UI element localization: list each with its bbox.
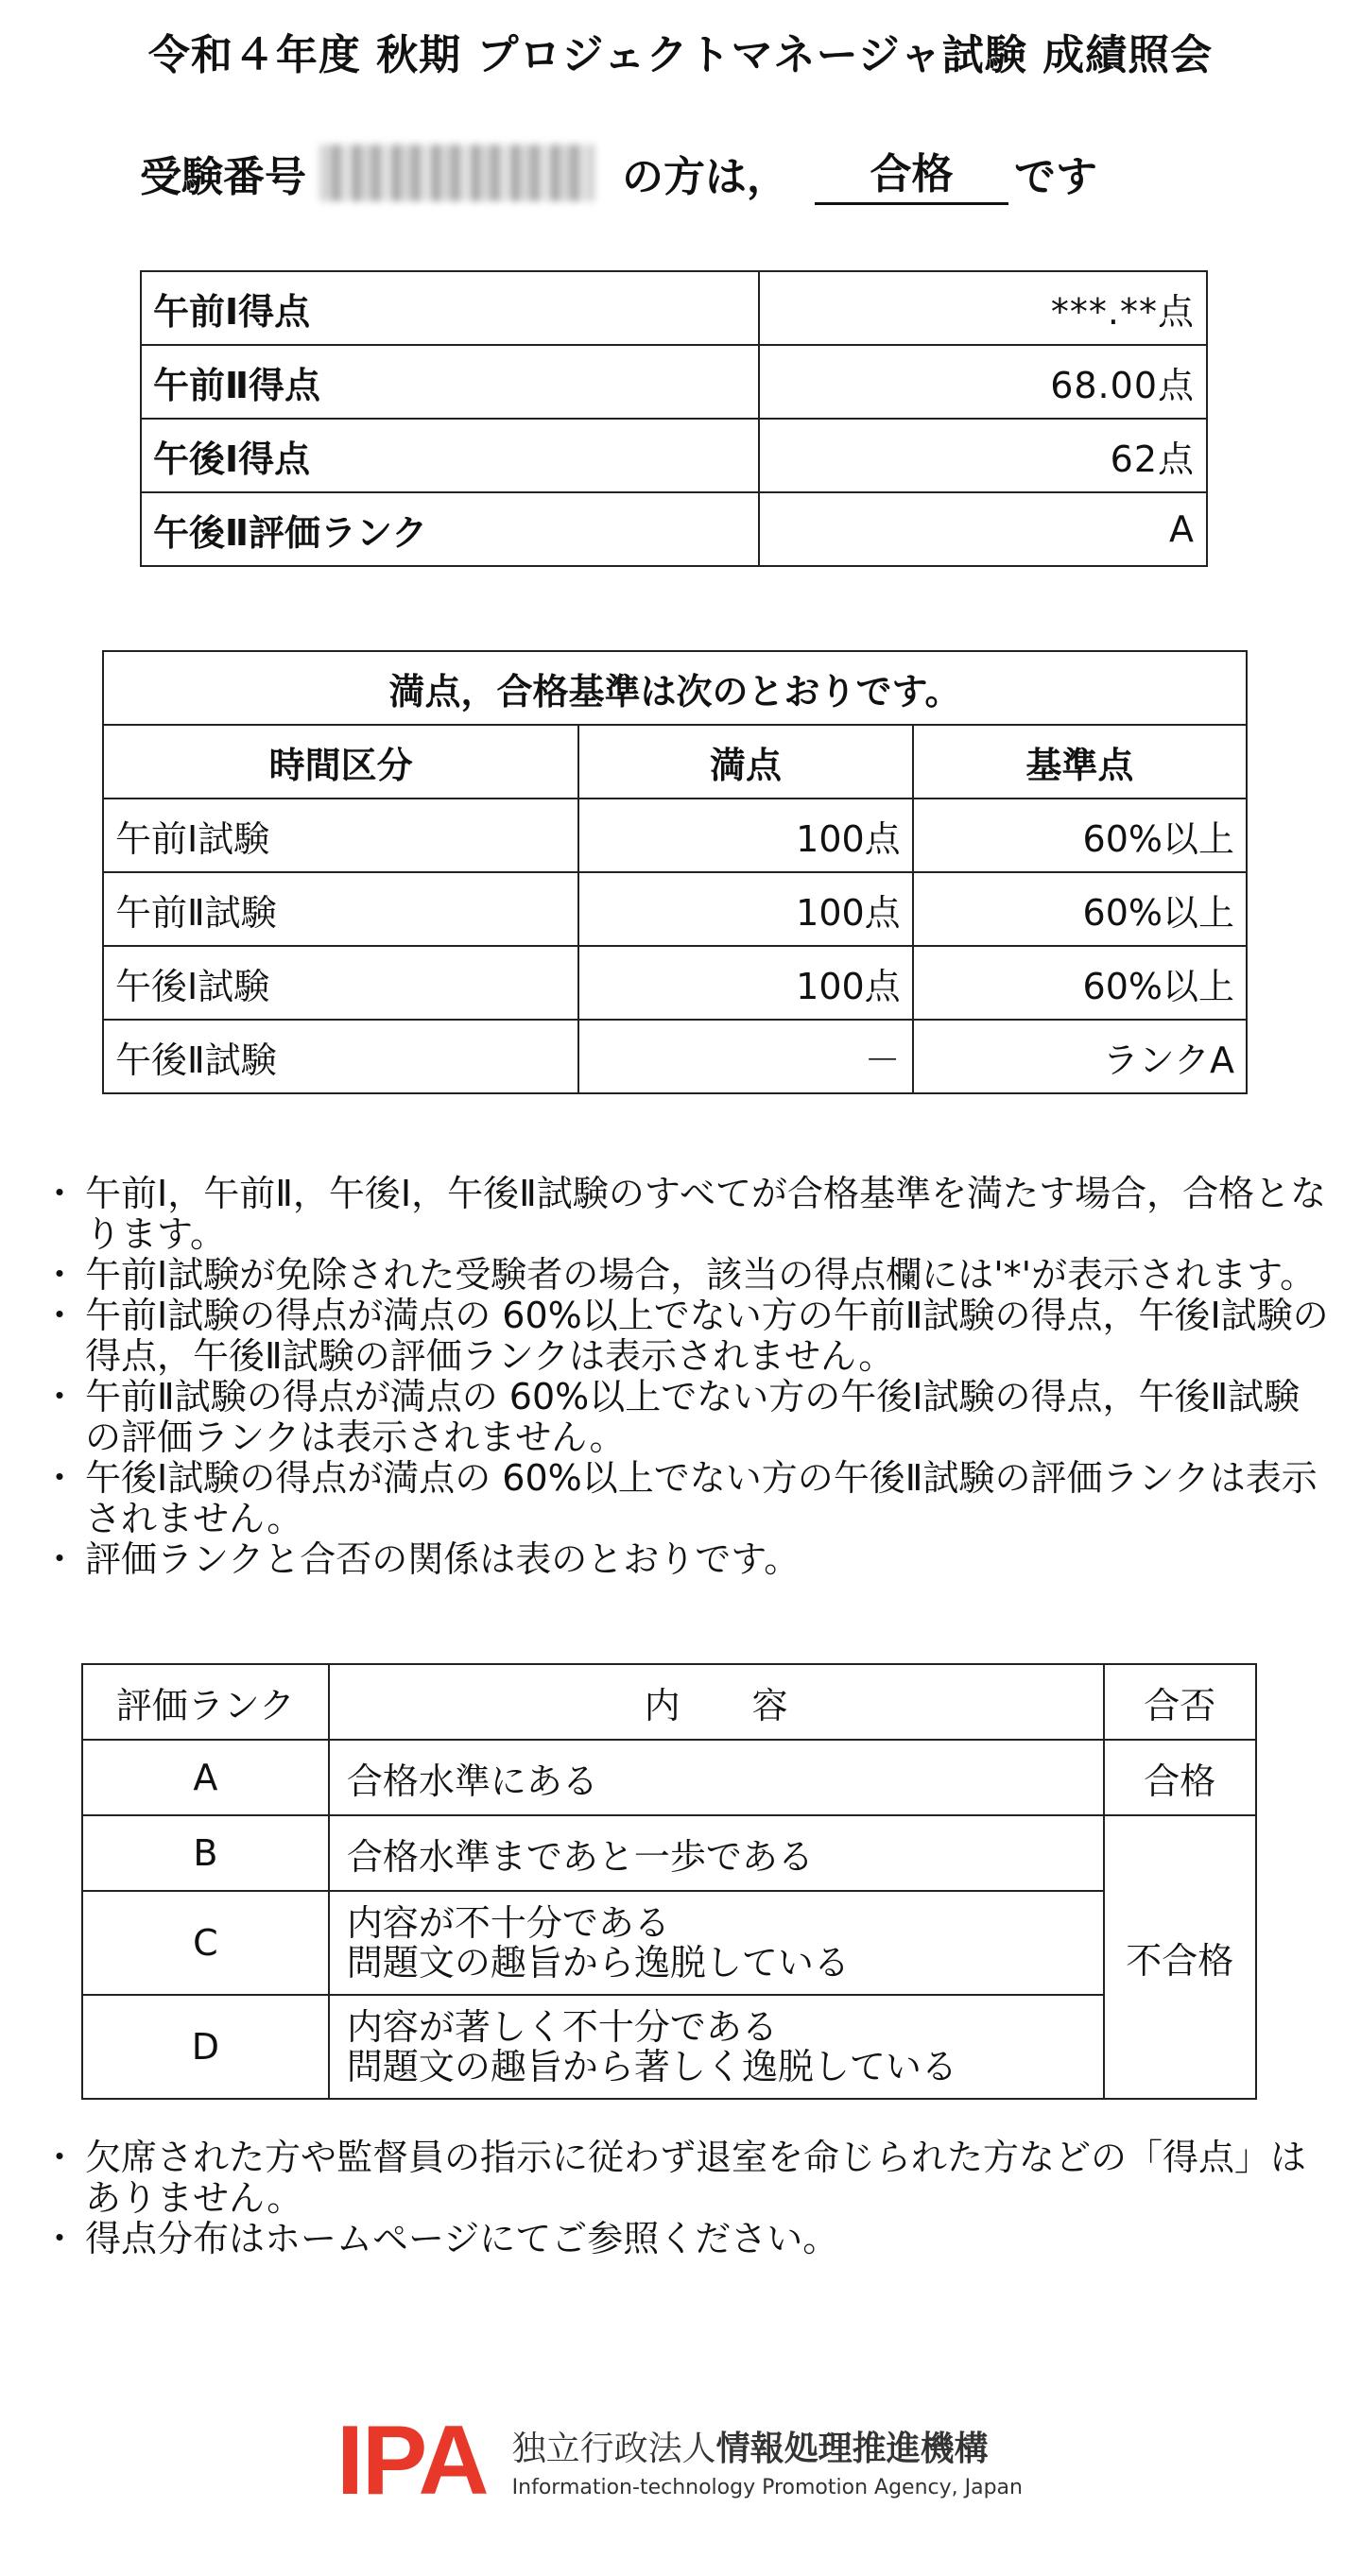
score-label: 午後Ⅰ得点 xyxy=(141,419,759,492)
score-value: A xyxy=(759,492,1207,566)
note-item: ・ 午後Ⅰ試験の得点が満点の 60%以上でない方の午後Ⅱ試験の評価ランクは表示されません。 xyxy=(49,1458,1335,1539)
score-label: 午後Ⅱ評価ランク xyxy=(141,492,759,566)
rank-content xyxy=(329,1815,1104,1891)
rank-header-row xyxy=(82,1664,1256,1740)
rank-content-line: 合格水準にある xyxy=(346,1760,598,1802)
rank-content xyxy=(329,1995,1104,2099)
criteria-row xyxy=(103,1020,1247,1093)
exam-number-label: 受験番号 xyxy=(140,152,306,201)
footer-notes xyxy=(49,2138,1335,2259)
criteria-threshold: 60%以上 xyxy=(913,799,1247,872)
score-value: 68.00点 xyxy=(759,345,1207,419)
note-item: ・ 午前Ⅰ試験の得点が満点の 60%以上でない方の午前Ⅱ試験の得点，午後Ⅰ試験の得点，午後Ⅱ試験の評価ランクは表示されません。 xyxy=(49,1296,1335,1377)
rank-content xyxy=(329,1891,1104,1995)
criteria-row xyxy=(103,946,1247,1020)
criteria-session: 午後Ⅱ試験 xyxy=(103,1020,578,1093)
column-header: 評価ランク xyxy=(82,1664,329,1740)
score-table xyxy=(140,270,1208,567)
note-item: ・ 午前Ⅰ，午前Ⅱ，午後Ⅰ，午後Ⅱ試験のすべてが合格基準を満たす場合，合格となります。 xyxy=(49,1174,1335,1255)
criteria-max: 100点 xyxy=(578,872,912,946)
rank-content-line: 内容が不十分である xyxy=(346,1902,670,1944)
column-header: 内 容 xyxy=(329,1664,1104,1740)
rank-content-line: 問題文の趣旨から逸脱している xyxy=(346,1942,850,1984)
masked-exam-number xyxy=(319,145,594,201)
criteria-session: 午前Ⅰ試験 xyxy=(103,799,578,872)
note-item: ・ 午前Ⅰ試験が免除された受験者の場合，該当の得点欄には'*'が表示されます。 xyxy=(49,1255,1335,1296)
score-value: ***.**点 xyxy=(759,271,1207,345)
criteria-max: － xyxy=(578,1020,912,1093)
column-header: 基準点 xyxy=(913,725,1247,799)
score-value: 62点 xyxy=(759,419,1207,492)
note-item: ・ 得点分布はホームページにてご参照ください。 xyxy=(49,2219,1335,2259)
rank-content-line: 内容が著しく不十分である xyxy=(346,2006,778,2048)
criteria-row xyxy=(103,872,1247,946)
rank-letter: A xyxy=(82,1740,329,1815)
column-header: 満点 xyxy=(578,725,912,799)
criteria-max: 100点 xyxy=(578,946,912,1020)
rank-content-line: 問題文の趣旨から著しく逸脱している xyxy=(346,2046,957,2087)
criteria-session: 午後Ⅰ試験 xyxy=(103,946,578,1020)
score-label: 午前Ⅰ得点 xyxy=(141,271,759,345)
criteria-caption: 満点，合格基準は次のとおりです。 xyxy=(103,651,1247,725)
column-header: 時間区分 xyxy=(103,725,578,799)
criteria-threshold: 60%以上 xyxy=(913,946,1247,1020)
exam-result-line xyxy=(140,140,1097,205)
page-title: 令和４年度 秋期 プロジェクトマネージャ試験 成績照会 xyxy=(147,31,1214,79)
fail-cell: 不合格 xyxy=(1104,1815,1256,2099)
criteria-threshold: 60%以上 xyxy=(913,872,1247,946)
rank-table xyxy=(81,1663,1257,2100)
ipa-logo xyxy=(336,2406,1023,2516)
rank-letter: C xyxy=(82,1891,329,1995)
rank-content-line: 合格水準まであと一歩である xyxy=(346,1835,814,1878)
criteria-header-row xyxy=(103,725,1247,799)
score-row xyxy=(141,492,1207,566)
rank-row xyxy=(82,1815,1256,1891)
criteria-max: 100点 xyxy=(578,799,912,872)
notes-list xyxy=(49,1174,1335,1580)
score-label: 午前Ⅱ得点 xyxy=(141,345,759,419)
ipa-name-jp xyxy=(512,2422,1023,2470)
rank-content xyxy=(329,1740,1104,1815)
result-value: 合格 xyxy=(815,140,1008,205)
rank-row xyxy=(82,1740,1256,1815)
column-header: 合否 xyxy=(1104,1664,1256,1740)
criteria-session: 午前Ⅱ試験 xyxy=(103,872,578,946)
ipa-logo-text xyxy=(512,2422,1023,2499)
rank-row xyxy=(82,1891,1256,1995)
rank-row xyxy=(82,1995,1256,2099)
criteria-table xyxy=(102,650,1248,1094)
exam-line-ending: です xyxy=(1014,152,1097,201)
score-row xyxy=(141,345,1207,419)
ipa-logo-mark: IPA xyxy=(336,2406,488,2516)
criteria-row xyxy=(103,799,1247,872)
score-row xyxy=(141,271,1207,345)
note-item: ・ 評価ランクと合否の関係は表のとおりです。 xyxy=(49,1539,1335,1580)
rank-letter: B xyxy=(82,1815,329,1891)
note-item: ・ 午前Ⅱ試験の得点が満点の 60%以上でない方の午後Ⅰ試験の得点，午後Ⅱ試験の評価ランクは表示されません。 xyxy=(49,1377,1335,1458)
ipa-name-jp-light: 独立行政法人 xyxy=(511,2430,716,2468)
exam-line-suffix: の方は， xyxy=(622,152,788,201)
ipa-name-en: Information-technology Promotion Agency, Japan xyxy=(511,2476,1023,2499)
rank-letter: D xyxy=(82,1995,329,2099)
score-row xyxy=(141,419,1207,492)
note-item: ・ 欠席された方や監督員の指示に従わず退室を命じられた方などの「得点」はありません。 xyxy=(49,2138,1335,2219)
criteria-threshold: ランクA xyxy=(913,1020,1247,1093)
pass-cell: 合格 xyxy=(1104,1740,1256,1815)
ipa-name-jp-bold: 情報処理推進機構 xyxy=(715,2430,989,2468)
